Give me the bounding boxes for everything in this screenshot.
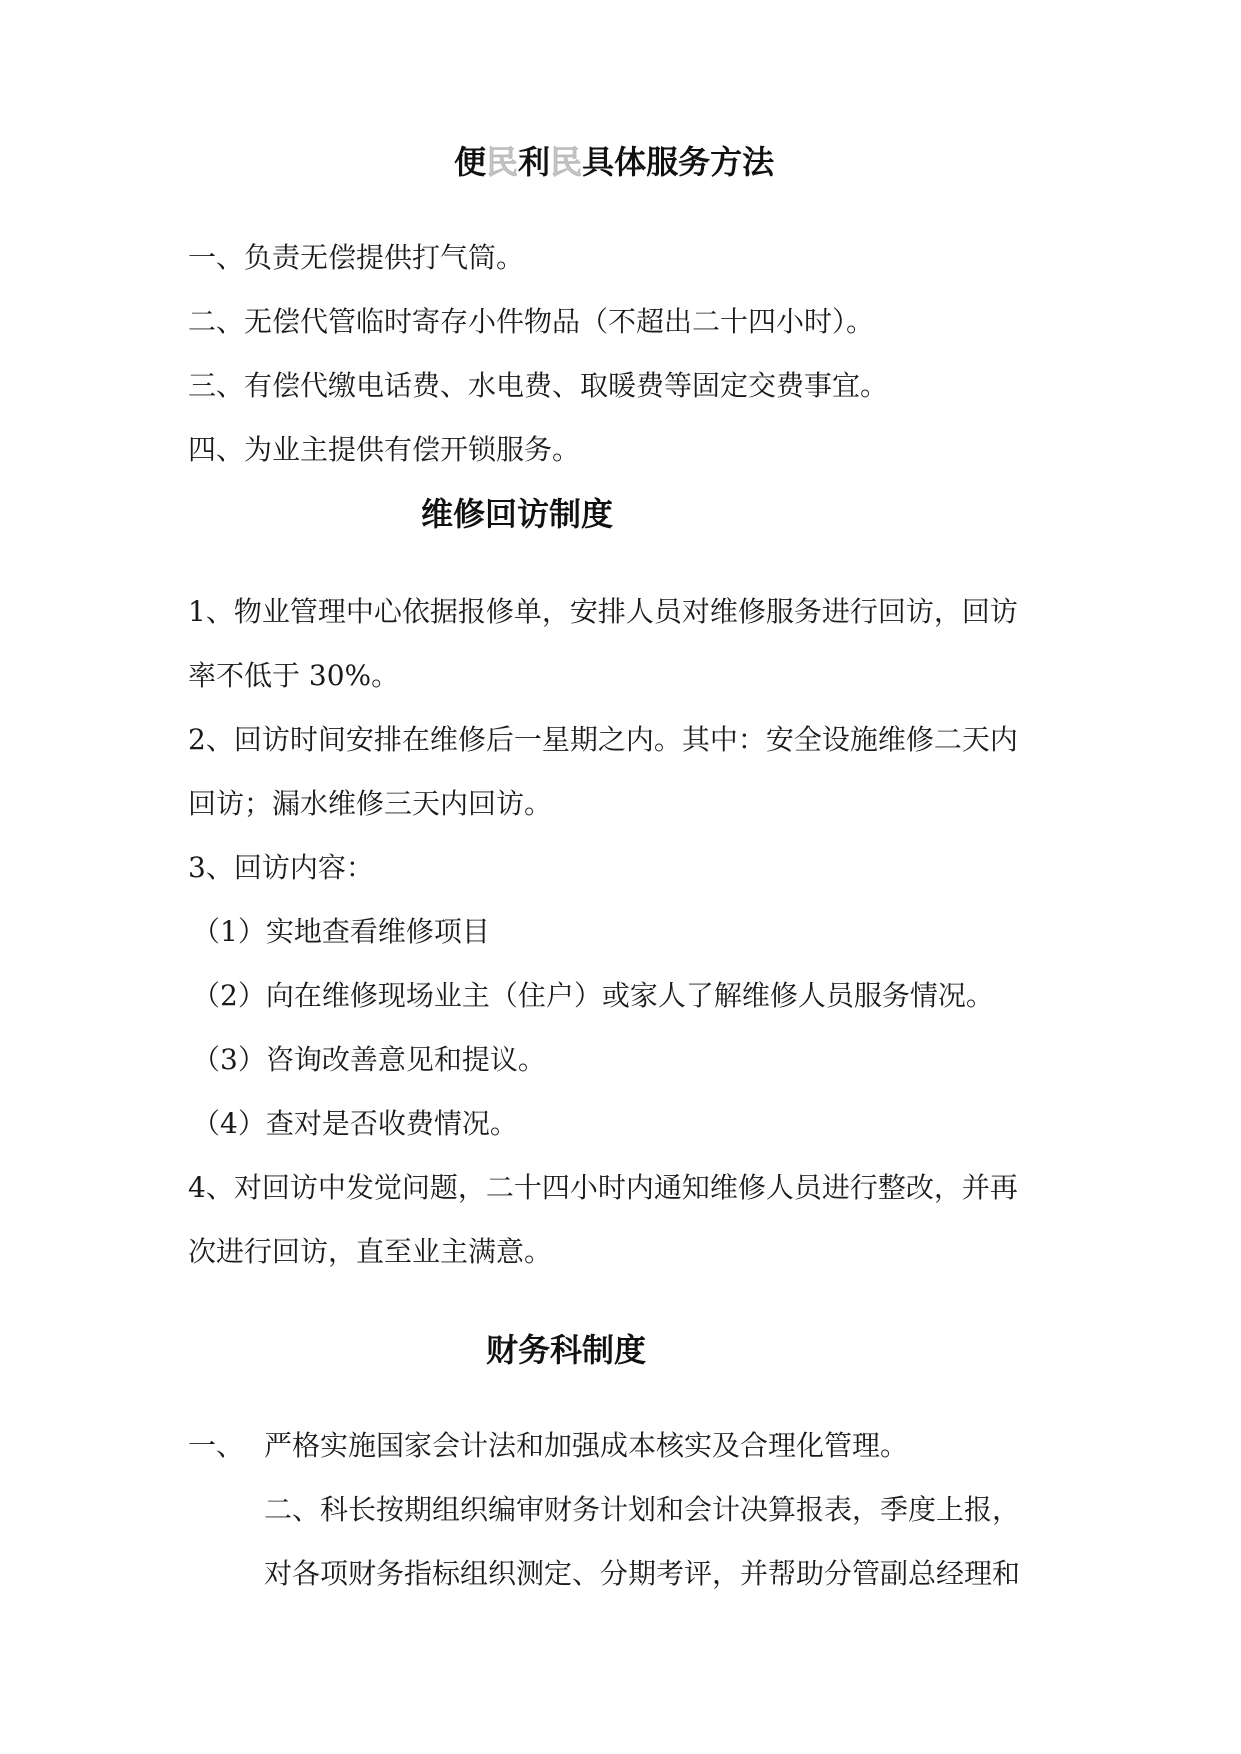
paragraph-line: 对各项财务指标组织测定、分期考评，并帮助分管副总经理和	[264, 1557, 1021, 1590]
paragraph-line: 4、对回访中发觉问题，二十四小时内通知维修人员进行整改，并再	[188, 1171, 1018, 1204]
paragraph-line: 回访；漏水维修三天内回访。	[188, 787, 553, 820]
sub-item: （2）向在维修现场业主（住户）或家人了解维修人员服务情况。	[192, 979, 994, 1012]
paragraph-line: 2、回访时间安排在维修后一星期之内。其中：安全设施维修二天内	[188, 723, 1018, 756]
title-part: 利	[518, 143, 551, 181]
title-part-faint: 民	[550, 143, 583, 181]
section-title-repair-follow-up: 维修回访制度	[421, 495, 614, 533]
title-part: 具体服务方法	[582, 143, 775, 181]
sub-item: （4）查对是否收费情况。	[192, 1107, 518, 1140]
section-title-finance: 财务科制度	[486, 1331, 647, 1369]
service-item: 一、负责无偿提供打气筒。	[188, 241, 525, 274]
paragraph-line: 二、科长按期组织编审财务计划和会计决算报表，季度上报，	[264, 1493, 1021, 1526]
service-item: 四、为业主提供有偿开锁服务。	[188, 433, 581, 466]
title-part-faint: 民	[486, 143, 519, 181]
finance-item-text: 严格实施国家会计法和加强成本核实及合理化管理。	[264, 1429, 909, 1462]
service-item: 二、无偿代管临时寄存小件物品（不超出二十四小时）。	[188, 305, 875, 338]
sub-item: （1）实地查看维修项目	[192, 915, 490, 948]
finance-item-number: 一、	[188, 1429, 245, 1462]
service-item: 三、有偿代缴电话费、水电费、取暖费等固定交费事宜。	[188, 369, 889, 402]
title-part: 便	[454, 143, 487, 181]
finance-item	[188, 1426, 908, 1466]
section-title-convenience-service	[454, 142, 774, 182]
sub-item: （3）咨询改善意见和提议。	[192, 1043, 546, 1076]
paragraph-line: 率不低于 30%。	[188, 659, 400, 692]
paragraph-line: 次进行回访，直至业主满意。	[188, 1235, 553, 1268]
paragraph-line: 3、回访内容：	[188, 851, 374, 884]
paragraph-line: 1、物业管理中心依据报修单，安排人员对维修服务进行回访，回访	[188, 595, 1018, 628]
